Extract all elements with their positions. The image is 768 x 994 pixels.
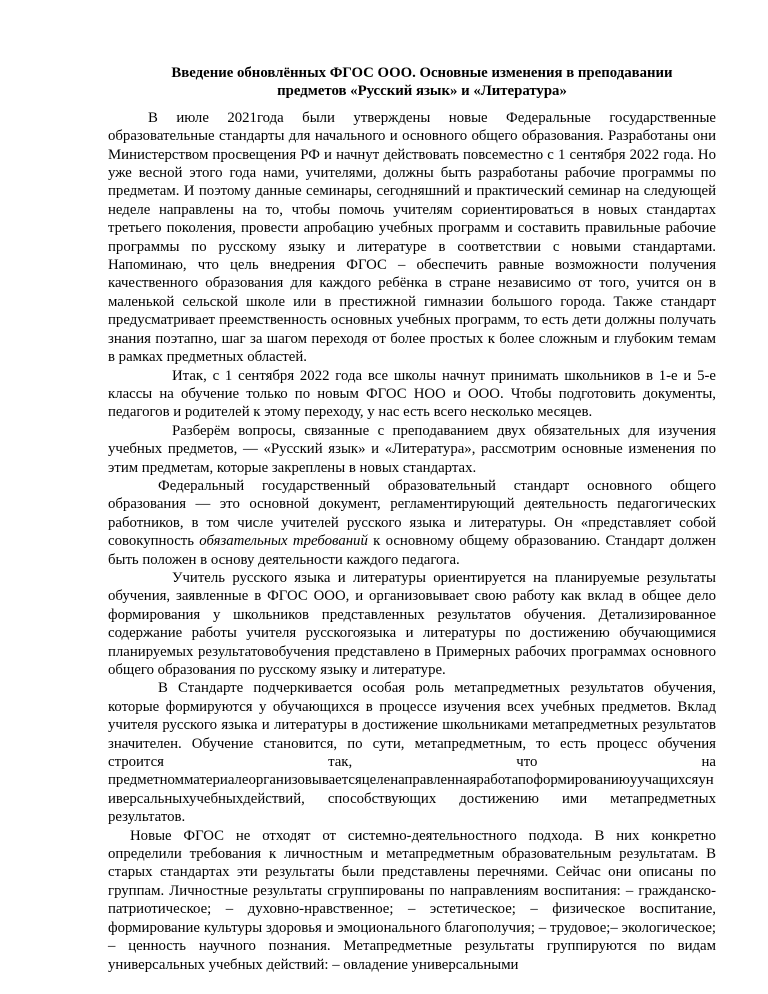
- paragraph-subjects: Разберём вопросы, связанные с преподаванием двух обязательных для изучения учебных предметов, — «Русский язык» и «Литература», рассмотрим основные изменения по этим предметам, которые закреплены в новых стандартах.: [108, 422, 716, 476]
- paragraph-standard: [108, 477, 716, 569]
- paragraph-standard-emphasis: обязательных требований: [199, 533, 368, 550]
- paragraph-standard-text-1: Федеральный государственный образовательный стандарт основного общего образования — это основной документ, регламентирующий деятельность педагогических работников, в том числе учителей русского языка и литературы. Он «представляет собой совокупность: [108, 477, 716, 550]
- paragraph-september: Итак, с 1 сентября 2022 года все школы начнут принимать школьников в 1-е и 5-е классы на обучение только по новым ФГОС НОО и ООО. Чтобы подготовить документы, педагогов и родителей к этому переходу, у нас есть всего несколько месяцев.: [108, 367, 716, 421]
- paragraph-metasubject-main: В Стандарте подчеркивается особая роль метапредметных результатов обучения, которые формируются у обучающихся в процессе изучения всех учебных предметов. Вклад учителя русского языка и литературы в достижение школьниками метапредметных результатов значителен. Обучение становится, по сути, метапредметным, то есть процесс обучения строится так, что на: [108, 680, 716, 771]
- paragraph-teacher: Учитель русского языка и литературы ориентируется на планируемые результаты обучения, заявленные в ФГОС ООО, и организовывает свою работу как вклад в общее дело формирования у школьников представленных результатов обучения. Детализированное содержание работы учителя русскогоязыка и литературы по достижению обучающимися планируемых результатовобучения представлено в Примерных рабочих программах основного общего образования по русскому языку и литературе.: [108, 569, 716, 678]
- paragraph-metasubject-tail: способствующих достижению ими метапредметных результатов.: [108, 790, 716, 826]
- paragraph-standard-text-2: к основному общему образованию. Стандарт должен быть положен в основу деятельности каждого педагога.: [108, 533, 716, 568]
- paragraph-new-fgos: Новые ФГОС не отходят от системно-деятельностного подхода. В них конкретно определили требования к личностным и метапредметным образовательным результатам. В старых стандартах эти результаты были представлены перечнями. Сейчас они описаны по группам. Личностные результаты сгруппированы по направлениям воспитания: – гражданско-патриотическое; – духовно-нравственное; – эстетическое; – физическое воспитание, формирование культуры здоровья и эмоционального благополучия; – трудовое;– экологическое; – ценность научного познания. Метапредметные результаты группируются по видам универсальных учебных действий: – овладение универсальными: [108, 827, 716, 973]
- title-line-1: Введение обновлённых ФГОС ООО. Основные изменения в преподавании: [171, 65, 673, 81]
- title-line-2: предметов «Русский язык» и «Литература»: [277, 83, 567, 100]
- paragraph-metasubject-run: предметномматериалеорганизовываетсяцеленаправленнаяработапоформированиюуучащихсяуниверсальныхучебныхдействий,: [108, 772, 714, 807]
- document-page: [108, 64, 716, 974]
- paragraph-intro: В июле 2021года были утверждены новые Федеральные государственные образовательные стандарты для начального и основного общего образования. Разработаны они Министерством просвещения РФ и начнут действовать повсеместно с 1 сентября 2022 года. Но уже весной этого года нами, учителями, должны быть разработаны рабочие программы по предметам. И поэтому данные семинары, сегодняшний и практический семинар на следующей неделе направлены на то, чтобы помочь учителям сориентироваться в новых стандартах третьего поколения, провести апробацию учебных программ и составить правильные рабочие программы по русскому языку и литературе в соответствии с новыми стандартами. Напоминаю, что цель внедрения ФГОС – обеспечить равные возможности получения качественного образования для каждого ребёнка в стране независимо от того, учится он в маленькой сельской школе или в престижной гимназии большого города. Также стандарт предусматривает преемственность основных учебных программ, то есть дети должны получать знания поэтапно, шаг за шагом переходя от более простых к более сложным и глубоким темам в рамках предметных областей.: [108, 109, 716, 366]
- document-title: [108, 64, 716, 101]
- paragraph-metasubject: [108, 679, 716, 826]
